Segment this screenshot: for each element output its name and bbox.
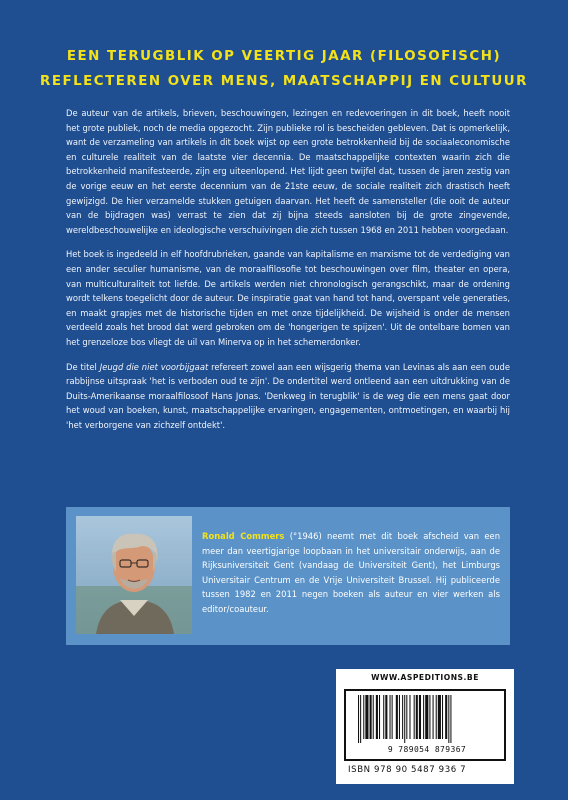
author-bio-text: (°1946) neemt met dit boek afscheid van een meer dan veertigjarige loopbaan in het universitair onderwijs, aan de Rijksuniversiteit Gent (vandaag de Universiteit Gent), het Limburgs Universitair Centrum en de Vrije Universiteit Brussel. Hij publiceerde tussen 1982 en 2011 negen boeken als auteur en vier werken als editor/coauteur. — [202, 531, 501, 614]
barcode-bar — [445, 695, 447, 739]
barcode-bar — [373, 695, 374, 739]
barcode-bar — [423, 695, 424, 739]
barcode-bar — [436, 695, 437, 739]
isbn-number: ISBN 978 90 5487 936 7 — [348, 765, 467, 775]
barcode-digits: 9 789054 879367 — [387, 745, 467, 754]
barcode-panel — [336, 669, 514, 784]
barcode-bar — [379, 695, 380, 739]
barcode-bar — [396, 695, 398, 739]
barcode-bar — [376, 695, 378, 739]
author-info-box — [66, 507, 510, 645]
barcode-bar — [363, 695, 364, 739]
barcode-bar — [414, 695, 415, 739]
barcode-bar — [448, 695, 449, 743]
book-title-reference: Jeugd die niet voorbijgaat — [99, 361, 209, 372]
barcode-bar — [438, 695, 441, 739]
p3-intro: De titel — [66, 361, 100, 372]
publisher-website: WWW.ASPEDITIONS.BE — [371, 673, 479, 682]
barcode-bar — [425, 695, 428, 739]
barcode-bar — [416, 695, 418, 739]
barcode-bar — [392, 695, 393, 739]
blurb-paragraph-2: Het boek is ingedeeld in elf hoofdrubrieken, gaande van kapitalisme en marxisme tot de verdediging van een ander seculier humanisme, van de moraalfilosofie tot beschouwingen over film, theater en opera, van multiculturaliteit tot liefde. De artikels werden niet chronologisch gerangschikt, maar de ordening wordt telkens toegelicht door de auteur. De inspiratie gaat van hand tot hand, overspant vele generaties, en maakt grapjes met de historische tijden en met onze tijdelijkheid. De wijsheid is onder de mensen verdeeld zoals het brood dat werd gebroken om de 'hongerigen te spijzen'. Uit de ontelbare bomen van het grenzeloze bos vliegt de uil van Minerva op in het schemerdonker. — [66, 249, 510, 347]
barcode-bar — [358, 695, 359, 743]
barcode-bar — [360, 695, 361, 743]
barcode-bar — [402, 695, 403, 739]
barcode-bar — [399, 695, 400, 739]
barcode-bar — [433, 695, 434, 739]
barcode-bar — [409, 695, 410, 739]
barcode-bar — [406, 695, 407, 739]
barcode-bar — [450, 695, 451, 743]
blurb-paragraph-3 — [66, 360, 510, 433]
author-name: Ronald Commers — [202, 531, 285, 541]
headline-line-2: REFLECTEREN OVER MENS, MAATSCHAPPIJ EN CULTUUR — [40, 74, 528, 89]
barcode-bar — [370, 695, 372, 739]
author-portrait-illustration — [76, 516, 192, 634]
barcode-bar — [365, 695, 368, 739]
isbn-barcode — [344, 689, 506, 761]
author-bio — [202, 529, 500, 617]
barcode-bar — [385, 695, 387, 739]
barcode-bar — [390, 695, 391, 739]
barcode-bar — [383, 695, 384, 739]
headline-line-1: EEN TERUGBLIK OP VEERTIG JAAR (FILOSOFISCH) — [66, 49, 502, 64]
barcode-bar — [442, 695, 443, 739]
barcode-bar — [419, 695, 421, 739]
back-cover-headline — [0, 44, 568, 94]
barcode-bars — [356, 695, 496, 743]
blurb-text — [66, 106, 510, 442]
p3-rest: refereert zowel aan een wijsgerig thema van Levinas als aan een oude rabbijnse uitspraak 'het is verboden oud te zijn'. De ondertitel werd ontleend aan een uitdrukking van de Duits-Amerikaanse moraalfilosoof Hans Jonas. 'Denkweg in terugblik' is de weg die een mens gaat door het woud van boeken, kunst, maatschappelijke ervaringen, engagementen, ontmoetingen, en waarbij hij 'het verborgene van zichzelf ontdekt'. — [66, 361, 510, 430]
blurb-paragraph-1: De auteur van de artikels, brieven, beschouwingen, lezingen en redevoeringen in dit boek, heeft nooit het grote publiek, noch de media opgezocht. Zijn publieke rol is bescheiden gebleven. Dat is opmerkelijk, want de verzameling van artikels in dit boek wijst op een grote betrokkenheid bij de sociaaleconomische en culturele realiteit van de laatste vier decennia. De maatschappelijke contexten waarin zich die betrokkenheid manifesteerde, zijn erg uiteenlopend. Het lijdt geen twijfel dat, tussen de jaren zestig van de vorige eeuw en het eerste decennium van de 21ste eeuw, de sociale realiteit zich drastisch heeft gewijzigd. De hier verzamelde stukken getuigen daarvan. Het heeft de samensteller (die ooit de auteur van de bijdragen was) verrast te zien dat zij bijna steeds aansloten bij de grote zingevende, wereldbeschouwelijke en ideologische verschuivingen die zich tussen 1968 en 2011 hebben voorgedaan. — [66, 108, 510, 235]
barcode-bar — [429, 695, 430, 739]
barcode-bar — [404, 695, 405, 743]
author-photo — [76, 516, 192, 634]
